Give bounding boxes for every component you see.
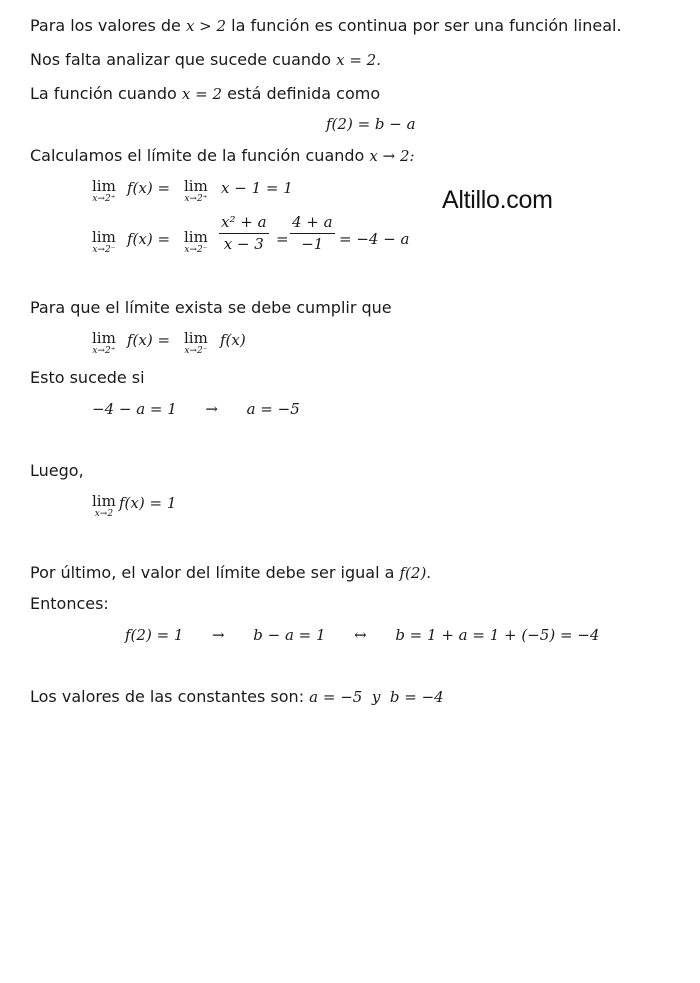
fraction-denominator: −1: [301, 234, 324, 253]
text-segment: está definida como: [227, 84, 381, 103]
intro-line-3: [30, 86, 380, 102]
left-limit-result: = −4 − a: [339, 230, 410, 248]
lim-word: lim: [184, 177, 208, 195]
lim-subscript: x→2⁻: [184, 346, 208, 356]
right-limit-operator-2: [184, 179, 208, 204]
lim-word: lim: [92, 329, 116, 347]
left-limit-operator-2: [184, 230, 208, 255]
lim-word: lim: [92, 177, 116, 195]
intro-line-1: [30, 18, 622, 34]
limit-intro-line: [30, 148, 415, 164]
left-limit-operator: [92, 230, 116, 255]
math-inline: x > 2: [185, 17, 227, 35]
left-limit-operator: [184, 331, 208, 356]
math-inline: x = 2: [181, 85, 223, 103]
lim-subscript: x→2⁺: [92, 194, 116, 204]
function-definition: f(2) = b − a: [326, 115, 416, 133]
lim-word: lim: [184, 329, 208, 347]
therefore-text: Entonces:: [30, 594, 109, 613]
right-limit-operator: [92, 331, 116, 356]
lim-word: lim: [92, 228, 116, 246]
fraction-numerator: 4 + a: [290, 214, 335, 234]
right-limit-result: x − 1 = 1: [221, 179, 293, 197]
fraction-numerator: x² + a: [219, 214, 269, 234]
equals-sign: =: [276, 230, 289, 248]
lim-word: lim: [184, 228, 208, 246]
math-inline: f(2).: [399, 564, 432, 582]
math-inline: x = 2.: [336, 51, 381, 69]
text-segment: la función es continua por ser una función lineal.: [231, 16, 622, 35]
limit-operator: [92, 494, 116, 519]
then-text: Luego,: [30, 461, 84, 480]
text-segment: Calculamos el límite de la función cuando: [30, 146, 365, 165]
fraction-quadratic: [219, 214, 269, 252]
lim-subscript: x→2: [94, 509, 114, 519]
existence-condition-text: Para que el límite exista se debe cumplir que: [30, 298, 392, 317]
condition-equation: −4 − a = 1 → a = −5: [92, 400, 300, 418]
text-segment: Para los valores de: [30, 16, 181, 35]
lim-word: lim: [92, 492, 116, 510]
fx-label: f(x): [220, 331, 246, 349]
math-inline: x → 2:: [369, 147, 415, 165]
math-inline: a = −5 y b = −4: [309, 688, 444, 706]
text-segment: Por último, el valor del límite debe ser igual a: [30, 563, 395, 582]
fx-label: f(x) =: [127, 179, 171, 197]
lim-subscript: x→2⁺: [92, 346, 116, 356]
fraction-denominator: x − 3: [223, 234, 264, 253]
intro-line-2: [30, 52, 381, 68]
condition-text: Esto sucede si: [30, 368, 145, 387]
fraction-substituted: [290, 214, 335, 252]
text-segment: La función cuando: [30, 84, 177, 103]
fx-label: f(x) =: [127, 331, 171, 349]
lim-subscript: x→2⁺: [184, 194, 208, 204]
limit-value: f(x) = 1: [119, 494, 177, 512]
text-segment: Nos falta analizar que sucede cuando: [30, 50, 331, 69]
text-segment: Los valores de las constantes son:: [30, 687, 305, 706]
fx-label: f(x) =: [127, 230, 171, 248]
watermark-logo: Altillo.com: [442, 186, 553, 214]
final-equation: f(2) = 1 → b − a = 1 ↔ b = 1 + a = 1 + (−5) = −4: [125, 626, 600, 644]
conclusion-line: [30, 689, 444, 705]
lim-subscript: x→2⁻: [92, 245, 116, 255]
lim-subscript: x→2⁻: [184, 245, 208, 255]
final-condition-line: [30, 565, 431, 581]
right-limit-operator: [92, 179, 116, 204]
